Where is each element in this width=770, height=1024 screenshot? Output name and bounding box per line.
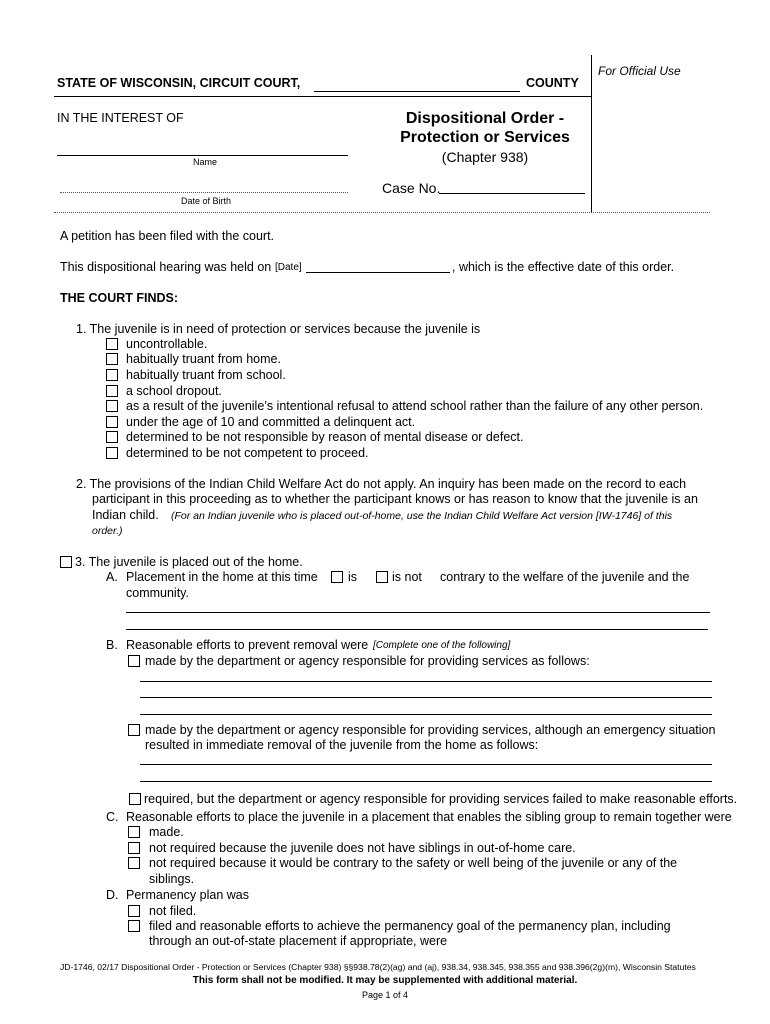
checkbox-d-opt1[interactable] bbox=[128, 905, 140, 917]
finding3-a-label: A. bbox=[106, 570, 118, 584]
county-input-line[interactable] bbox=[314, 91, 520, 92]
checkbox-not-competent[interactable] bbox=[106, 447, 118, 459]
official-use-divider bbox=[591, 55, 592, 212]
checkbox-uncontrollable[interactable] bbox=[106, 338, 118, 350]
case-no-label: Case No. bbox=[382, 180, 441, 196]
footer-notice: This form shall not be modified. It may be supplemented with additional material. bbox=[192, 975, 578, 986]
finding3-a-is: is bbox=[348, 570, 358, 584]
finding3-b-opt1: made by the department or agency responsible for providing services as follows: bbox=[145, 654, 590, 668]
form-chapter: (Chapter 938) bbox=[441, 149, 529, 165]
checkbox-finding3[interactable] bbox=[60, 556, 72, 568]
dob-caption: Date of Birth bbox=[181, 196, 232, 206]
finding3-c-opt3-line1: not required because it would be contrary to the safety or well being of the juvenile or any of the bbox=[149, 856, 678, 870]
option-truant-school: habitually truant from school. bbox=[126, 368, 286, 382]
b-opt1-input-line2[interactable] bbox=[140, 697, 712, 698]
finding1-text: 1. The juvenile is in need of protection or services because the juvenile is bbox=[76, 322, 481, 336]
checkbox-truant-home[interactable] bbox=[106, 353, 118, 365]
form-title-line2: Protection or Services bbox=[400, 129, 570, 146]
finding2-line3: Indian child. bbox=[92, 508, 159, 522]
hearing-suffix: , which is the effective date of this order. bbox=[452, 260, 675, 274]
dob-input-line[interactable] bbox=[60, 192, 348, 193]
option-under-ten: under the age of 10 and committed a delinquent act. bbox=[126, 415, 416, 429]
name-caption: Name bbox=[193, 157, 218, 167]
b-opt2-input-line2[interactable] bbox=[140, 781, 712, 782]
finding2-line1: 2. The provisions of the Indian Child Welfare Act do not apply. An inquiry has been made on the record to each bbox=[76, 477, 687, 491]
finding2-note2: order.) bbox=[92, 525, 123, 537]
finding3-b-opt2-line2: resulted in immediate removal of the juvenile from the home as follows: bbox=[145, 738, 539, 752]
finding3-c-opt2: not required because the juvenile does not have siblings in out-of-home care. bbox=[149, 841, 576, 855]
footer-form-id: JD-1746, 02/17 Dispositional Order - Protection or Services (Chapter 938) §§938.78(2)(ag) and (aj), 938.34, 938.345, 938.355 and 938.396(2g)(m), Wisconsin Statutes bbox=[60, 962, 696, 972]
case-no-input-line[interactable] bbox=[439, 193, 585, 194]
checkbox-b-opt3[interactable] bbox=[129, 793, 141, 805]
court-finds-heading: THE COURT FINDS: bbox=[60, 291, 179, 305]
option-refusal-school: as a result of the juvenile’s intentional refusal to attend school rather than the failure of any other person. bbox=[126, 399, 704, 413]
official-use-label: For Official Use bbox=[598, 64, 681, 78]
interest-of-label: IN THE INTEREST OF bbox=[57, 111, 184, 125]
footer-page-number: Page 1 of 4 bbox=[361, 990, 409, 1000]
petition-statement: A petition has been filed with the court. bbox=[60, 229, 275, 243]
finding3-c-opt3-line2: siblings. bbox=[149, 872, 195, 886]
finding3-b-label: B. bbox=[106, 638, 118, 652]
finding3-d-label: D. bbox=[106, 888, 119, 902]
hearing-date-label: [Date] bbox=[275, 262, 302, 273]
hearing-date-input-line[interactable] bbox=[306, 272, 450, 273]
finding2-line2: participant in this proceeding as to whether the participant knows or has reason to know that the juvenile is an bbox=[92, 492, 698, 506]
finding3-a-rest2: community. bbox=[126, 586, 189, 600]
b-opt1-input-line1[interactable] bbox=[140, 681, 712, 682]
checkbox-c-opt2[interactable] bbox=[128, 842, 140, 854]
b-opt2-input-line1[interactable] bbox=[140, 764, 712, 765]
checkbox-under-ten[interactable] bbox=[106, 416, 118, 428]
finding3-b-text: Reasonable efforts to prevent removal were bbox=[126, 638, 369, 652]
finding3-a-input-line1[interactable] bbox=[126, 612, 710, 613]
finding3-d-opt2-line1: filed and reasonable efforts to achieve the permanency goal of the permanency plan, including bbox=[149, 919, 671, 933]
checkbox-d-opt2[interactable] bbox=[128, 920, 140, 932]
checkbox-b-opt1[interactable] bbox=[128, 655, 140, 667]
state-court-label: STATE OF WISCONSIN, CIRCUIT COURT, bbox=[57, 76, 301, 90]
finding3-c-opt1: made. bbox=[149, 825, 184, 839]
option-school-dropout: a school dropout. bbox=[126, 384, 222, 398]
checkbox-b-opt2[interactable] bbox=[128, 724, 140, 736]
option-truant-home: habitually truant from home. bbox=[126, 352, 281, 366]
checkbox-refusal-school[interactable] bbox=[106, 400, 118, 412]
option-not-competent: determined to be not competent to proceed. bbox=[126, 446, 369, 460]
finding3-b-note: [Complete one of the following] bbox=[373, 640, 511, 651]
county-label: COUNTY bbox=[526, 76, 579, 90]
b-opt1-input-line3[interactable] bbox=[140, 714, 712, 715]
finding2-note1: (For an Indian juvenile who is placed out-of-home, use the Indian Child Welfare Act version [IW-1746] of this bbox=[171, 510, 673, 522]
header-rule bbox=[54, 96, 591, 97]
option-mental-disease: determined to be not responsible by reason of mental disease or defect. bbox=[126, 430, 524, 444]
finding3-c-label: C. bbox=[106, 810, 119, 824]
finding3-a-input-line2[interactable] bbox=[126, 629, 708, 630]
checkbox-mental-disease[interactable] bbox=[106, 431, 118, 443]
finding3-b-opt2-line1: made by the department or agency responsible for providing services, although an emergency situation bbox=[145, 723, 716, 737]
checkbox-c-opt3[interactable] bbox=[128, 857, 140, 869]
hearing-prefix: This dispositional hearing was held on bbox=[60, 260, 272, 274]
checkbox-school-dropout[interactable] bbox=[106, 385, 118, 397]
name-input-line[interactable] bbox=[57, 155, 348, 156]
finding3-b-opt3: required, but the department or agency responsible for providing services failed to make reasonable efforts. bbox=[144, 792, 738, 806]
checkbox-c-opt1[interactable] bbox=[128, 826, 140, 838]
finding3-a-text: Placement in the home at this time bbox=[126, 570, 318, 584]
finding3-a-is-not: is not bbox=[392, 570, 422, 584]
checkbox-is-not[interactable] bbox=[376, 571, 388, 583]
checkbox-truant-school[interactable] bbox=[106, 369, 118, 381]
finding3-text: 3. The juvenile is placed out of the home. bbox=[75, 555, 303, 569]
checkbox-is[interactable] bbox=[331, 571, 343, 583]
form-title-line1: Dispositional Order - bbox=[405, 110, 565, 127]
finding3-d-text: Permanency plan was bbox=[126, 888, 249, 902]
option-uncontrollable: uncontrollable. bbox=[126, 337, 208, 351]
finding3-a-rest: contrary to the welfare of the juvenile and the bbox=[440, 570, 690, 584]
header-bottom-rule bbox=[54, 212, 710, 213]
finding3-c-text: Reasonable efforts to place the juvenile in a placement that enables the sibling group to remain together were bbox=[126, 810, 732, 824]
finding3-d-opt2-line2: through an out-of-state placement if appropriate, were bbox=[149, 934, 448, 948]
finding3-d-opt1: not filed. bbox=[149, 904, 197, 918]
